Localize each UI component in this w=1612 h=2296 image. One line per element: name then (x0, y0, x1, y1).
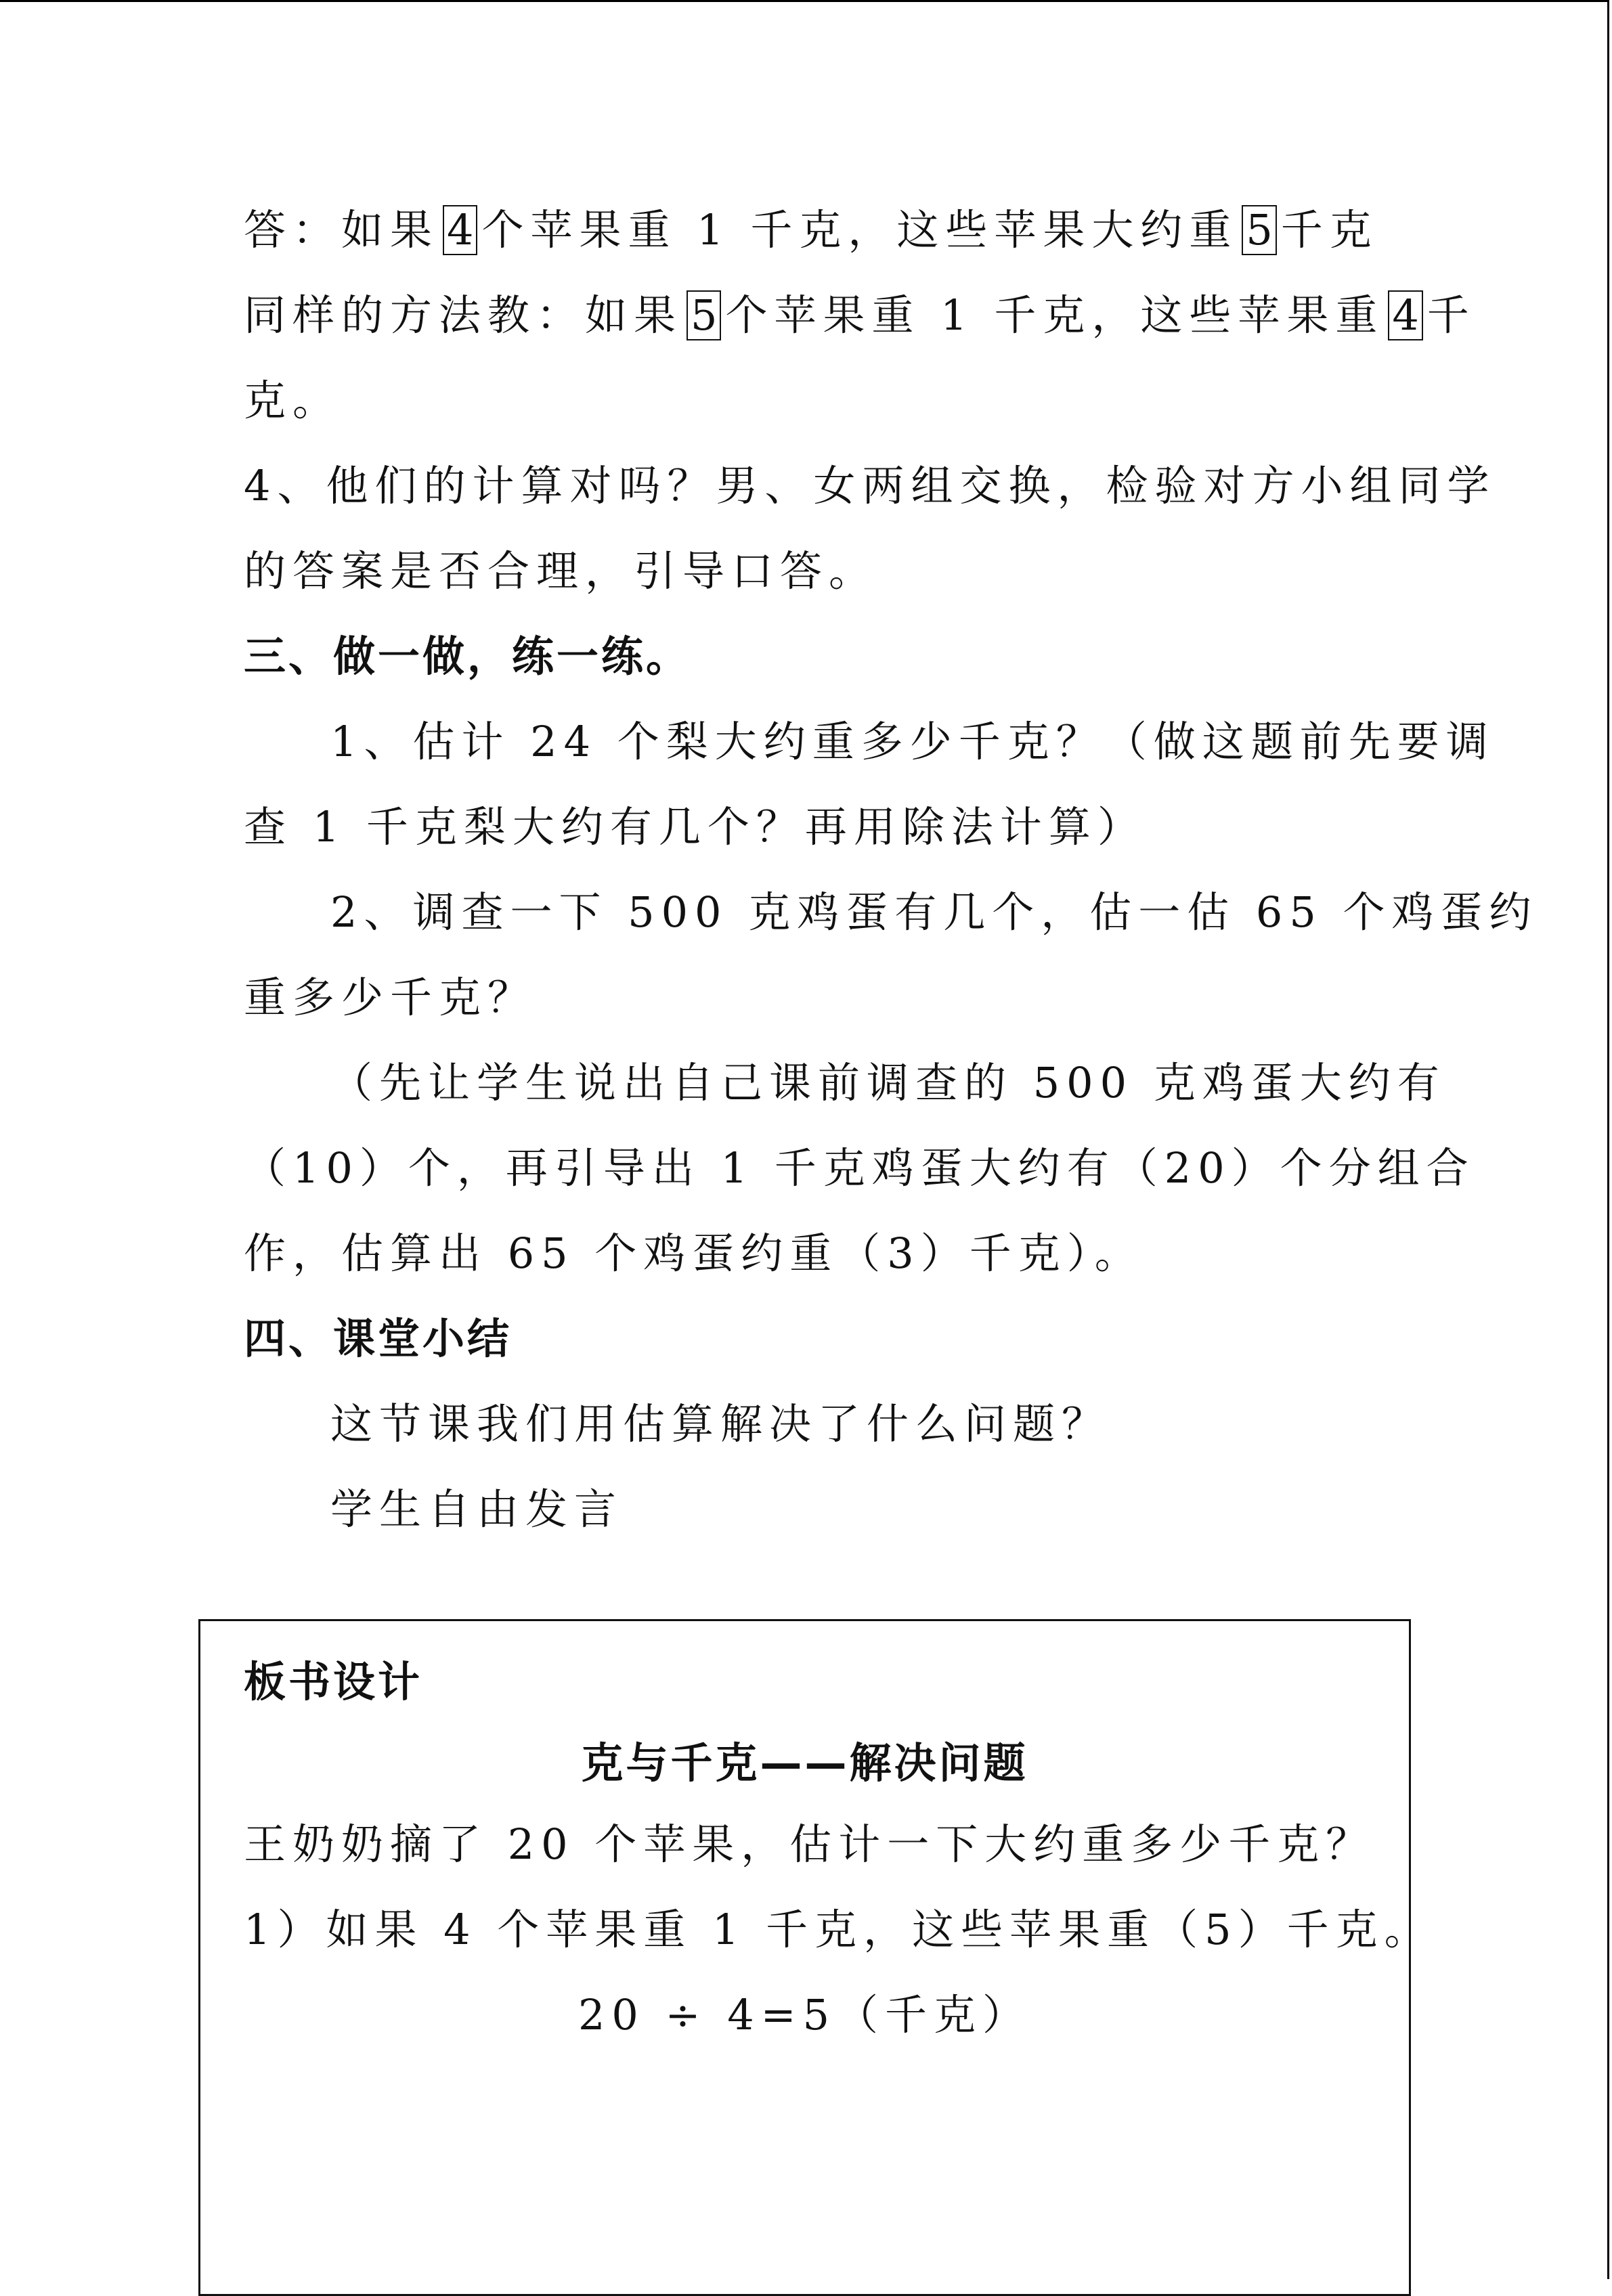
board-label: 板书设计 (244, 1657, 423, 1706)
blackboard-design-box (198, 1619, 1433, 2296)
answer-box-1: 4 (443, 205, 477, 255)
answer-line (244, 203, 1378, 257)
answer-box-2: 5 (1242, 205, 1276, 255)
answer-text-1: 答：如果 (244, 205, 439, 255)
item4-line2: 的答案是否合理，引导口答。 (244, 546, 878, 596)
same-method-box-1: 5 (687, 290, 721, 340)
note-line3: 作，估算出 65 个鸡蛋约重（3）千克）。 (244, 1229, 1143, 1278)
note-line2: （10）个，再引导出 1 千克鸡蛋大约有（20）个分组合 (244, 1143, 1475, 1193)
same-method-text-3: 千 (1426, 290, 1476, 340)
same-method-wrap: 克。 (244, 376, 342, 425)
same-method-text-2: 个苹果重 1 千克，这些苹果重 (725, 290, 1385, 340)
summary-answer: 学生自由发言 (330, 1484, 624, 1534)
section4-heading: 四、课堂小结 (244, 1314, 513, 1363)
answer-text-3: 千克 (1280, 205, 1378, 255)
exercise1-line2: 查 1 千克梨大约有几个？再用除法计算） (244, 802, 1146, 852)
board-title: 克与千克——解决问题 (581, 1738, 1028, 1788)
exercise2-line2: 重多少千克？ (244, 973, 537, 1022)
exercise2-line1: 2、调查一下 500 克鸡蛋有几个，估一估 65 个鸡蛋约 (330, 887, 1538, 937)
board-line2: 1）如果 4 个苹果重 1 千克，这些苹果重（5）千克。 (244, 1905, 1433, 1954)
summary-question: 这节课我们用估算解决了什么问题？ (330, 1399, 1111, 1449)
item4-line1: 4、他们的计算对吗？男、女两组交换，检验对方小组同学 (244, 461, 1496, 510)
board-equation: 20 ÷ 4=5（千克） (578, 1990, 1032, 2039)
answer-text-2: 个苹果重 1 千克，这些苹果大约重 (481, 205, 1238, 255)
section3-heading: 三、做一做，练一练。 (244, 632, 691, 681)
board-line1: 王奶奶摘了 20 个苹果，估计一下大约重多少千克？ (244, 1819, 1375, 1869)
exercise1-line1: 1、估计 24 个梨大约重多少千克？（做这题前先要调 (330, 717, 1495, 766)
same-method-box-2: 4 (1388, 290, 1422, 340)
same-method-text-1: 同样的方法教：如果 (244, 290, 683, 340)
same-method-line (244, 288, 1476, 343)
note-line1: （先让学生说出自己课前调查的 500 克鸡蛋大约有 (330, 1058, 1446, 1107)
